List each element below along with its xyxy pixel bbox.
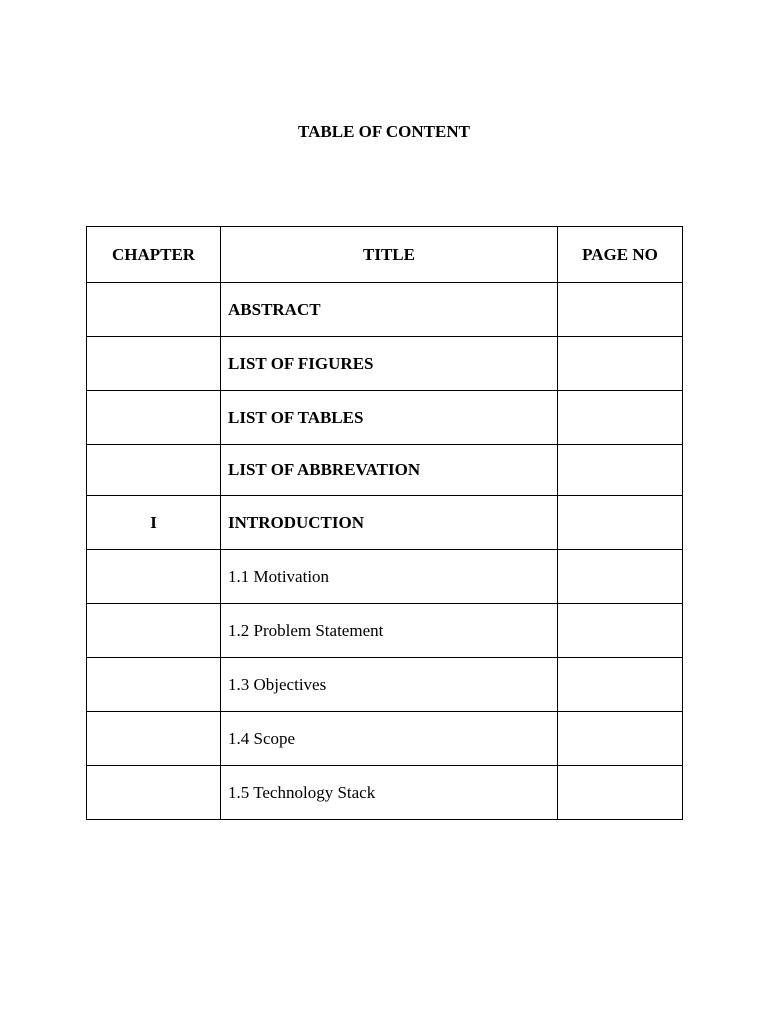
table-row bbox=[87, 658, 683, 712]
chapter-cell bbox=[87, 658, 221, 712]
page-cell bbox=[558, 391, 683, 445]
page-cell bbox=[558, 496, 683, 550]
title-cell: ABSTRACT bbox=[221, 283, 558, 337]
page-title: TABLE OF CONTENT bbox=[298, 122, 470, 141]
page-cell bbox=[558, 712, 683, 766]
title-cell: 1.4 Scope bbox=[221, 712, 558, 766]
page-cell bbox=[558, 445, 683, 496]
title-cell: INTRODUCTION bbox=[221, 496, 558, 550]
page-cell bbox=[558, 658, 683, 712]
table-row bbox=[87, 337, 683, 391]
title-cell: 1.1 Motivation bbox=[221, 550, 558, 604]
table-header-row bbox=[87, 227, 683, 283]
page-no-column-header: PAGE NO bbox=[558, 227, 683, 283]
table-row bbox=[87, 712, 683, 766]
table-row bbox=[87, 445, 683, 496]
table-row bbox=[87, 550, 683, 604]
page-cell bbox=[558, 604, 683, 658]
page-cell bbox=[558, 550, 683, 604]
chapter-cell bbox=[87, 445, 221, 496]
chapter-column-header: CHAPTER bbox=[87, 227, 221, 283]
page-cell bbox=[558, 766, 683, 820]
chapter-cell bbox=[87, 712, 221, 766]
page-cell bbox=[558, 283, 683, 337]
table-row bbox=[87, 604, 683, 658]
title-column-header: TITLE bbox=[221, 227, 558, 283]
chapter-cell bbox=[87, 550, 221, 604]
title-cell: 1.2 Problem Statement bbox=[221, 604, 558, 658]
title-cell: LIST OF FIGURES bbox=[221, 337, 558, 391]
title-cell: LIST OF TABLES bbox=[221, 391, 558, 445]
table-row bbox=[87, 496, 683, 550]
title-cell: 1.3 Objectives bbox=[221, 658, 558, 712]
chapter-cell bbox=[87, 766, 221, 820]
table-row bbox=[87, 283, 683, 337]
page-cell bbox=[558, 337, 683, 391]
table-row bbox=[87, 391, 683, 445]
chapter-cell: I bbox=[87, 496, 221, 550]
chapter-cell bbox=[87, 391, 221, 445]
chapter-cell bbox=[87, 283, 221, 337]
title-cell: 1.5 Technology Stack bbox=[221, 766, 558, 820]
title-cell: LIST OF ABBREVATION bbox=[221, 445, 558, 496]
chapter-cell bbox=[87, 604, 221, 658]
table-of-contents bbox=[86, 226, 683, 820]
table-row bbox=[87, 766, 683, 820]
chapter-cell bbox=[87, 337, 221, 391]
